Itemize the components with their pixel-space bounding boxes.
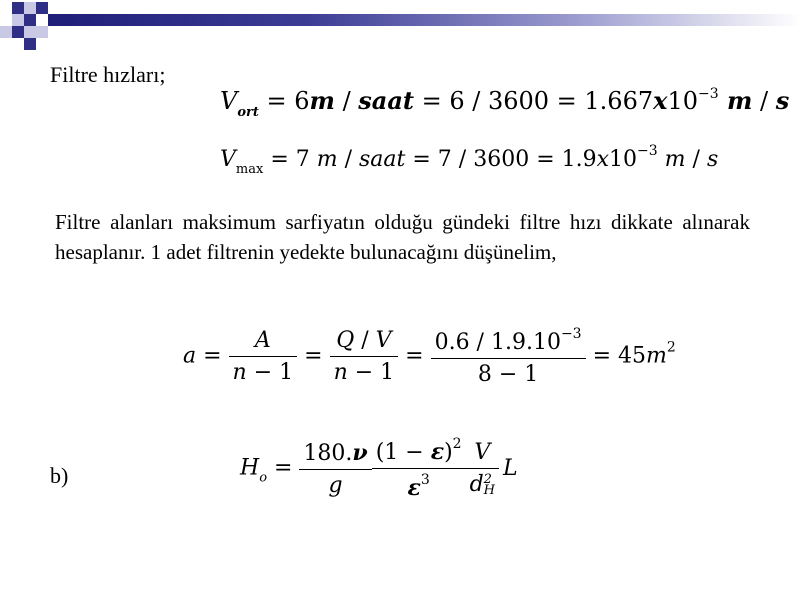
eq3-fraction-2 (330, 328, 399, 385)
eq4-f3-num: V (466, 440, 499, 469)
eq4-h-sub: o (259, 470, 268, 486)
eq1-m: m (309, 86, 335, 115)
equation-v-max (220, 143, 718, 177)
eq1-unit-s: s (775, 86, 790, 115)
eq3-result: = 45 (585, 343, 647, 369)
eq2-m: m (316, 147, 338, 172)
eq3-f1-den-n: n (232, 360, 247, 385)
eq4-tail: L (503, 455, 518, 481)
decor-square (12, 14, 24, 26)
eq3-f1-den-rest: − 1 (246, 360, 294, 385)
eq1-v-sub: ort (237, 105, 259, 120)
equation-v-ort (220, 86, 789, 120)
decor-square (24, 14, 36, 26)
eq1-ten: 10 (667, 87, 698, 115)
eq4-fraction-3 (466, 440, 499, 497)
eq2-slash: / (337, 147, 360, 172)
eq2-exp: −3 (637, 143, 658, 159)
eq4-eq: = (267, 455, 300, 481)
eq4-f2-eps: ε (430, 439, 445, 465)
eq2-unit-m: m (657, 147, 686, 172)
eq4-f3-den-sub: H (483, 483, 496, 498)
eq3-f3-den: 8 − 1 (477, 362, 539, 387)
eq3-result-exp: 2 (666, 339, 676, 356)
eq2-unit-s: s (706, 147, 719, 172)
eq1-v: V (220, 87, 238, 115)
body-paragraph: Filtre alanları maksimum sarfiyatın olduğu gündeki filtre hızı dikkate alınarak hesaplanır. 1 adet filtrenin yedekte bulunacağını düşünelim, (55, 210, 750, 264)
eq4-f1-num: 180. (303, 440, 353, 466)
eq4-f3-den-d: d (469, 472, 484, 497)
eq4-f2-den-exp: 3 (420, 472, 430, 488)
eq3-a: a (183, 343, 197, 369)
eq1-slash: / (334, 87, 359, 115)
eq2-rhs-mid: = 7 / 3600 = 1.9 (405, 147, 597, 172)
decor-square (12, 26, 24, 38)
decor-square (24, 38, 36, 50)
eq3-fraction-3 (431, 326, 586, 387)
decor-square (24, 2, 36, 14)
eq3-f3-num-exp: −3 (560, 326, 582, 342)
eq2-v: V (220, 147, 236, 172)
decor-square (36, 2, 48, 14)
equation-head-loss (240, 436, 518, 501)
eq4-f3-den-sup: 2 (483, 472, 492, 487)
eq1-unit-m: m (718, 86, 753, 115)
eq1-x: x (653, 86, 668, 115)
eq4-f1-den: g (328, 472, 343, 498)
eq3-eq: = (196, 343, 229, 369)
decor-square (24, 26, 36, 38)
decor-square (12, 2, 24, 14)
eq4-f2-close: ) (444, 440, 453, 465)
eq4-fraction-1 (299, 440, 371, 498)
slide-heading: Filtre hızları; (50, 62, 166, 87)
decor-square (0, 26, 12, 38)
item-label-b: b) (50, 463, 69, 488)
eq4-h: H (240, 455, 260, 481)
eq1-exp: −3 (697, 86, 719, 102)
eq1-unit-slash: / (752, 87, 776, 115)
eq4-f2-open: (1 − (375, 440, 431, 465)
eq2-v-sub: max (235, 162, 264, 177)
eq2-x: x (596, 147, 610, 172)
eq3-eq: = (297, 343, 330, 369)
eq3-f2-den-rest: − 1 (347, 360, 395, 385)
eq2-unit-slash: / (685, 147, 707, 172)
eq2-ten: 10 (609, 147, 638, 172)
eq3-f2-num-q: Q (336, 328, 355, 353)
eq3-f2-den-n: n (333, 360, 348, 385)
eq3-eq: = (398, 343, 431, 369)
eq4-f2-den-eps: ε (407, 475, 421, 501)
eq4-fraction-2 (372, 436, 466, 501)
eq1-saat: saat (358, 86, 414, 115)
equation-area (183, 326, 676, 387)
eq1-rhs-pre: = 6 (266, 87, 310, 115)
eq3-f1-num: A (229, 328, 298, 357)
header-gradient-bar (48, 14, 800, 26)
eq3-f3-num: 0.6 / 1.9.10 (434, 330, 561, 355)
eq3-f2-num-v: V (375, 328, 392, 353)
eq4-f2-num-exp: 2 (452, 436, 462, 452)
eq3-fraction-1 (229, 328, 298, 385)
eq3-result-m: m (646, 343, 667, 369)
eq3-f2-num-slash: / (354, 328, 376, 353)
decor-square (36, 26, 48, 38)
eq2-rhs-pre: = 7 (270, 147, 317, 172)
eq2-saat: saat (359, 147, 406, 172)
eq4-f1-num-nu: ν (352, 439, 368, 466)
eq1-rhs-mid: = 6 / 3600 = 1.667 (413, 87, 654, 115)
